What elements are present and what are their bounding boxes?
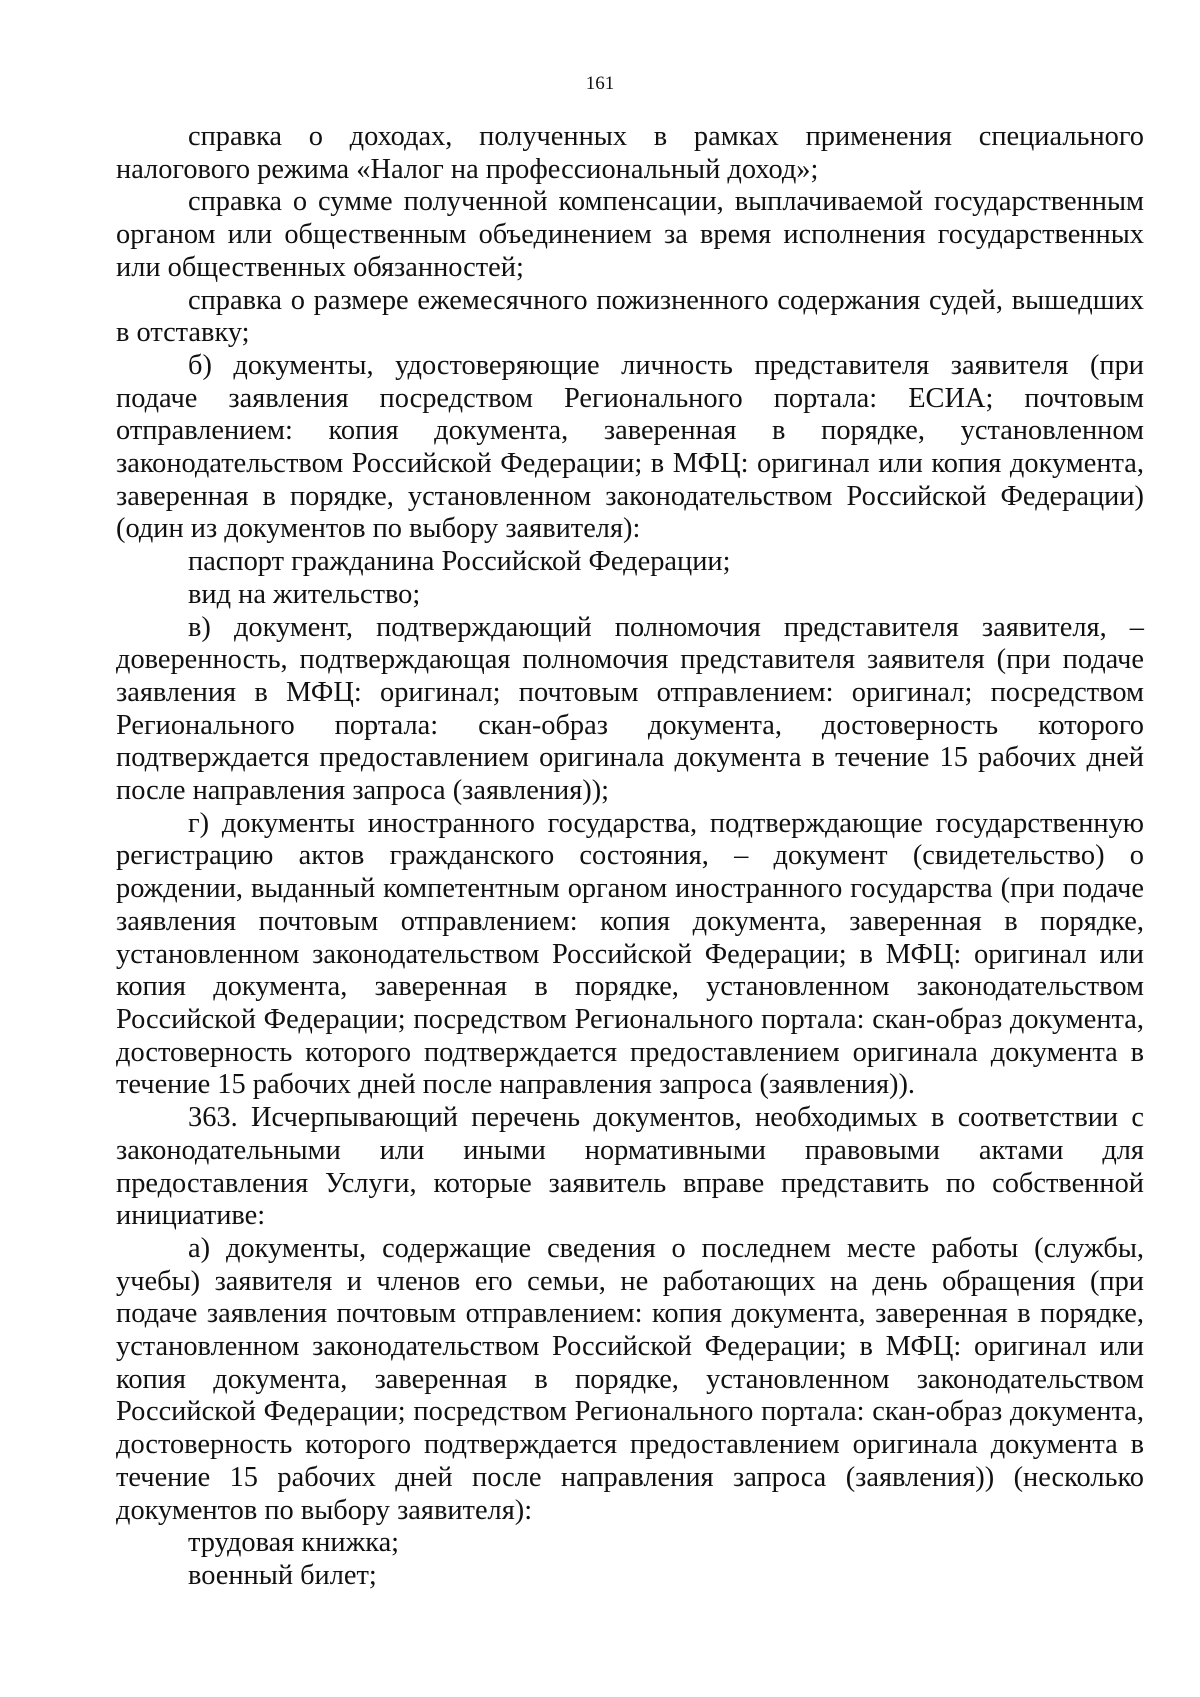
- paragraph-foreign-state-documents: г) документы иностранного государства, подтверждающие государственную регистрацию актов гражданского состояния, – документ (свидетельство) о рождении, выданный компетентным органом иностранного государства (при подаче заявления почтовым отправлением: копия документа, заверенная в порядке, установленном законодательством Российской Федерации; в МФЦ: оригинал или копия документа, заверенная в порядке, установленном законодательством Российской Федерации; посредством Регионального портала: скан-образ документа, достоверность которого подтверждается предоставлением оригинала документа в течение 15 рабочих дней после направления запроса (заявления)).: [116, 807, 1144, 1101]
- page-number: 161: [585, 73, 615, 94]
- paragraph-representative-identity-docs: б) документы, удостоверяющие личность представителя заявителя (при подаче заявления посредством Регионального портала: ЕСИА; почтовым отправлением: копия документа, заверенная в порядке, установленном законодательством Российской Федерации; в МФЦ: оригинал или копия документа, заверенная в порядке, установленном законодательством Российской Федерации) (один из документов по выбору заявителя):: [116, 349, 1144, 545]
- paragraph-passport: паспорт гражданина Российской Федерации;: [188, 546, 731, 578]
- paragraph-employment-record-book: трудовая книжка;: [188, 1527, 400, 1559]
- paragraph-last-workplace-docs: а) документы, содержащие сведения о последнем месте работы (службы, учебы) заявителя и членов его семьи, не работающих на день обращения (при подаче заявления почтовым отправлением: копия документа, заверенная в порядке, установленном законодательством Российской Федерации; в МФЦ: оригинал или копия документа, заверенная в порядке, установленном законодательством Российской Федерации; посредством Регионального портала: скан-образ документа, достоверность которого подтверждается предоставлением оригинала документа в течение 15 рабочих дней после направления запроса (заявления)) (несколько документов по выбору заявителя):: [116, 1232, 1144, 1526]
- paragraph-income-certificate-npd: справка о доходах, полученных в рамках применения специального налогового режима «Налог на профессиональный доход»;: [116, 121, 1144, 185]
- paragraph-section-363: 363. Исчерпывающий перечень документов, необходимых в соответствии с законодательными или иными нормативными правовыми актами для предоставления Услуги, которые заявитель вправе представить по собственной инициативе:: [116, 1102, 1144, 1232]
- paragraph-judges-allowance-certificate: справка о размере ежемесячного пожизненного содержания судей, вышедших в отставку;: [116, 284, 1144, 349]
- paragraph-military-id: военный билет;: [188, 1559, 377, 1591]
- document-body: [116, 121, 1144, 1593]
- paragraph-compensation-certificate: справка о сумме полученной компенсации, выплачиваемой государственным органом или общественным объединением за время исполнения государственных или общественных обязанностей;: [116, 186, 1144, 283]
- paragraph-power-of-attorney: в) документ, подтверждающий полномочия представителя заявителя, – доверенность, подтверждающая полномочия представителя заявителя (при подаче заявления в МФЦ: оригинал; почтовым отправлением: оригинал; посредством Регионального портала: скан-образ документа, достоверность которого подтверждается предоставлением оригинала документа в течение 15 рабочих дней после направления запроса (заявления));: [116, 611, 1144, 807]
- paragraph-residence-permit: вид на жительство;: [188, 578, 421, 610]
